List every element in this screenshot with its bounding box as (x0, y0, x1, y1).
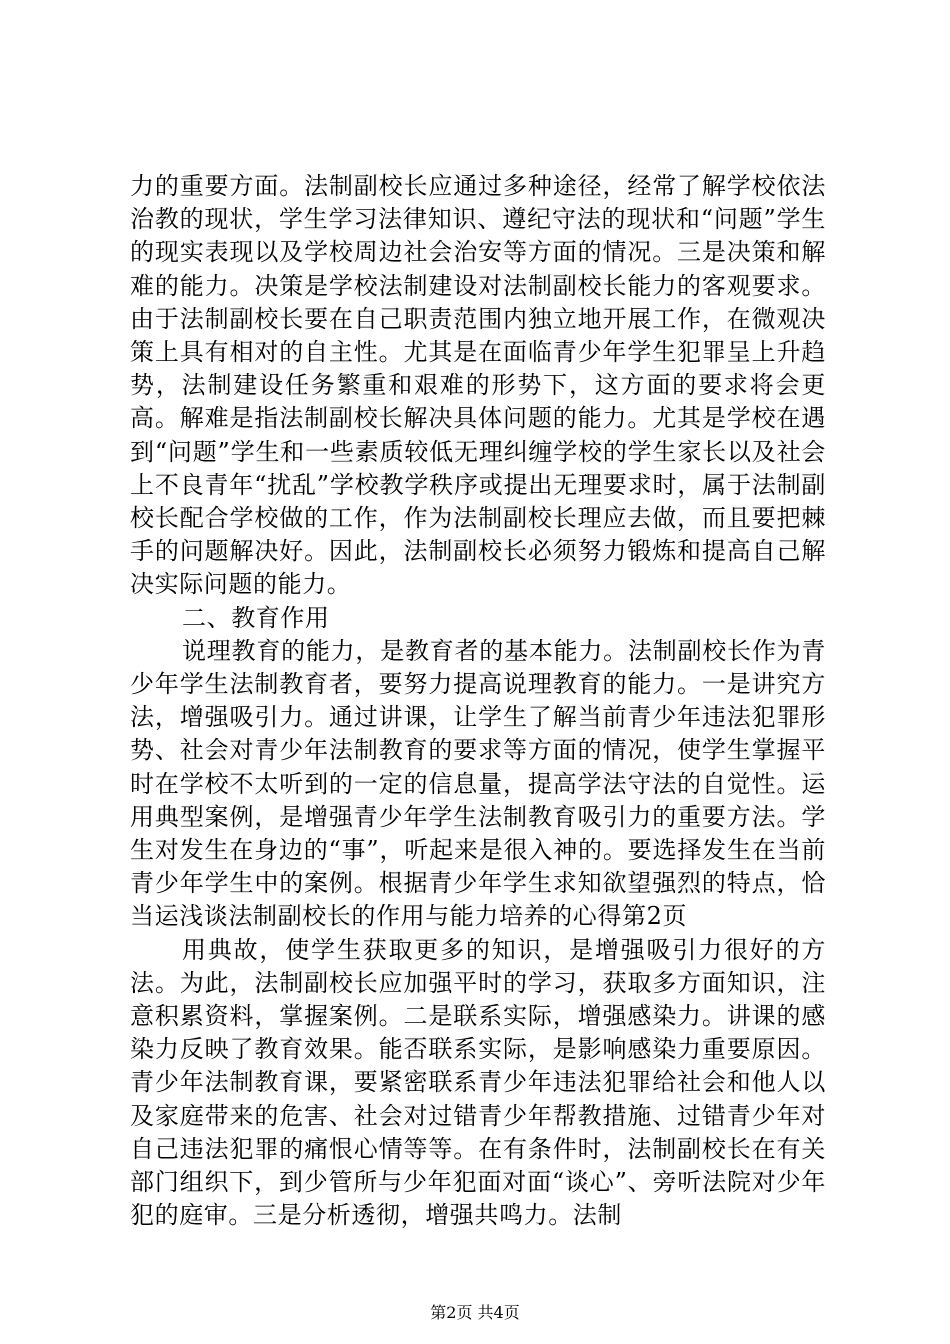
paragraph-continuation: 力的重要方面。法制副校长应通过多种途径，经常了解学校依法治教的现状，学生学习法律知识、遵纪守法的现状和“问题”学生的现实表现以及学校周边社会治安等方面的情况。三是决策和解难的能力。决策是学校法制建设对法制副校长能力的客观要求。由于法制副校长要在自己职责范围内独立地开展工作，在微观决策上具有相对的自主性。尤其是在面临青少年学生犯罪呈上升趋势，法制建设任务繁重和艰难的形势下，这方面的要求将会更高。解难是指法制副校长解决具体问题的能力。尤其是学校在遇到“问题”学生和一些素质较低无理纠缠学校的学生家长以及社会上不良青年“扰乱”学校教学秩序或提出无理要求时，属于法制副校长配合学校做的工作，作为法制副校长理应去做，而且要把棘手的问题解决好。因此，法制副校长必须努力锻炼和提高自己解决实际问题的能力。 (130, 172, 826, 599)
paragraph-anecdotes: 用典故，使学生获取更多的知识，是增强吸引力很好的方法。为此，法制副校长应加强平时的学习，获取多方面知识，注意积累资料，掌握案例。二是联系实际，增强感染力。讲课的感染力反映了教育效果。能否联系实际，是影响感染力重要原因。青少年法制教育课，要紧密联系青少年违法犯罪给社会和他人以及家庭带来的危害、社会对过错青少年帮教措施、过错青少年对自己违法犯罪的痛恨心情等等。在有条件时，法制副校长在有关部门组织下，到少管所与少年犯面对面“谈心”、旁听法院对少年犯的庭审。三是分析透彻，增强共鸣力。法制 (130, 935, 826, 1230)
page-footer: 第2页 共4页 (430, 1303, 520, 1322)
body-text (130, 170, 826, 1233)
paragraph-education-ability: 说理教育的能力，是教育者的基本能力。法制副校长作为青少年学生法制教育者，要努力提高说理教育的能力。一是讲究方法，增强吸引力。通过讲课，让学生了解当前青少年违法犯罪形势、社会对青少年法制教育的要求等方面的情况，使学生掌握平时在学校不太听到的一定的信息量，提高学法守法的自觉性。运用典型案例，是增强青少年学生法制教育吸引力的重要方法。学生对发生在身边的“事”，听起来是很入神的。要选择发生在当前青少年学生中的案例。根据青少年学生求知欲望强烈的特点，恰当运浅谈法制副校长的作用与能力培养的心得第2页 (130, 636, 826, 931)
section-heading: 二、教育作用 (182, 603, 330, 632)
